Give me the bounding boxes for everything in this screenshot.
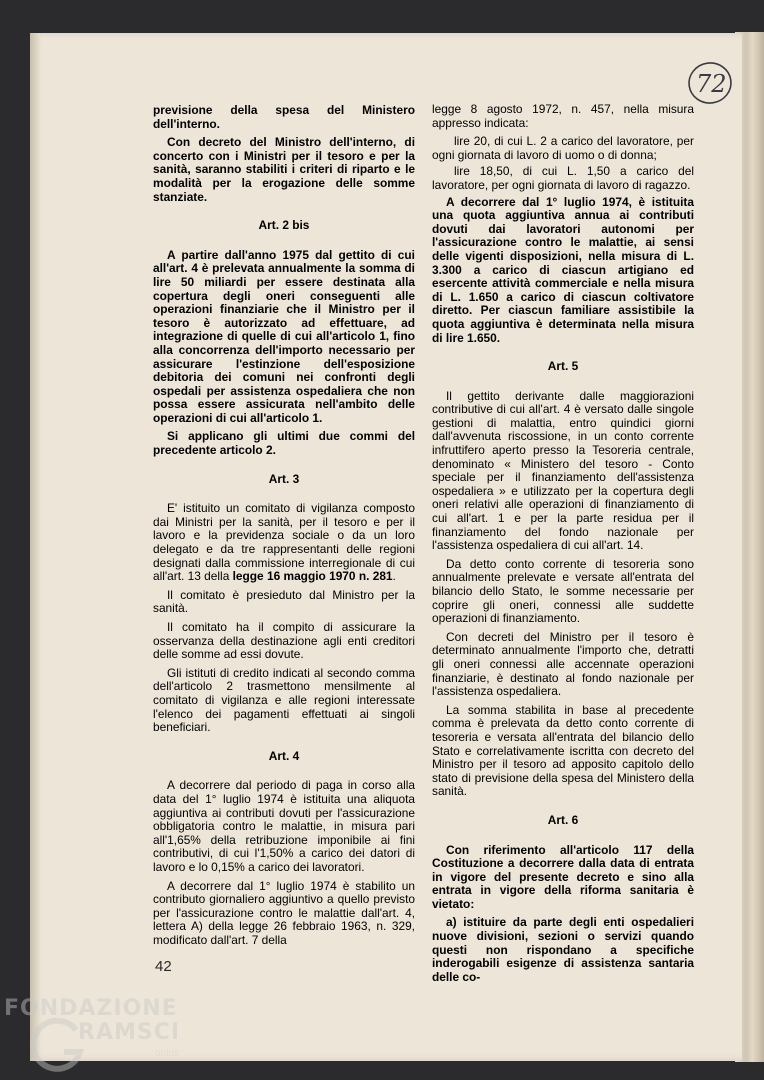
article-heading-6: Art. 6 (547, 812, 579, 827)
paragraph: Con decreto del Ministro dell'interno, di concerto con i Ministri per il tesoro e per la sanità, saranno stabiliti i criteri di riparto e le modalità per la erogazione delle somme stanziate. (153, 135, 415, 204)
page-gutter (30, 33, 40, 1061)
left-column (153, 104, 415, 952)
paragraph: A decorrere dal 1° luglio 1974, è istituita una quota aggiuntiva annua ai contributi dovuti dai lavoratori autonomi per l'assicurazione contro le malattie, ai sensi delle vigenti disposizioni, nella misura di L. 3.300 a carico di ciascun artigiano ed esercente attività commerciale e nella misura di L. 1.650 a carico di ciascun coltivatore diretto. Per ciascun familiare assistibile la quota aggiuntiva è determinata nella misura di lire 1.650. (432, 194, 694, 345)
right-column (432, 103, 694, 989)
paragraph: Gli istituti di credito indicati al secondo comma dell'articolo 2 trasmettono mensilmente al comitato di vigilanza e alle regioni interessate l'elenco dei pagamenti effettuati ai singoli beneficiari. (153, 665, 415, 735)
article-heading-2bis: Art. 2 bis (258, 218, 310, 233)
page-number: 42 (155, 958, 172, 975)
paragraph: A decorrere dal periodo di paga in corso alla data del 1° luglio 1974 è istituita una aliquota aggiuntiva ai contributi dovuti per l'assicurazione obbligatoria contro le malattie, in misura pari all'1,65% della retribuzione imponibile ai fini contributivi, di cui l'1,50% a carico dei datori di lavoro e lo 0,15% a carico dei lavoratori. (153, 778, 415, 874)
watermark-text: RAMSCI (78, 1020, 181, 1045)
paragraph: Si applicano gli ultimi due commi del precedente articolo 2. (153, 429, 415, 458)
paragraph: lire 20, di cui L. 2 a carico del lavoratore, per ogni giornata di lavoro di uomo o di donna; (432, 134, 694, 162)
watermark-text: onlus (155, 1048, 179, 1059)
paragraph: Con riferimento all'articolo 117 della Costituzione a decorrere dalla data di entrata in vigore del presente decreto e sino alla entrata in vigore della riforma sanitaria è vietato: (432, 842, 694, 911)
paragraph-text: E' istituito un comitato di vigilanza composto dai Ministri per la sanità, per il tesoro e per il lavoro e la previdenza sociale o da un loro delegato e da tre rappresentanti delle regioni designati dalla commissione interregionale di cui all'art. 13 della (153, 501, 415, 584)
paragraph-text: . (392, 569, 396, 584)
paragraph: Il comitato è presieduto dal Ministro per la sanità. (153, 587, 415, 616)
watermark-text: FONDAZIONE (4, 996, 178, 1021)
law-reference: legge 16 maggio 1970 n. 281 (232, 569, 393, 584)
paragraph: Il comitato ha il compito di assicurare la osservanza della destinazione agli enti creditori delle somme ad essi dovute. (153, 620, 415, 662)
paragraph: A partire dall'anno 1975 dal gettito di cui all'art. 4 è prelevata annualmente la somma di lire 50 miliardi per essere destinata alla copertura degli oneri conseguenti alle operazioni finanziarie che il Ministro per il tesoro è autorizzato ad effettuare, ad integrazione di quelle di cui all'articolo 1, fino alla concorrenza dell'importo necessario per assicurare l'estinzione dell'esposizione debitoria dei comuni nei confronti degli ospedali per assistenza ospedaliera che non possa essere assicurata nell'ambito delle operazioni di cui all'articolo 1. (153, 247, 415, 425)
paragraph (153, 502, 415, 584)
article-heading-3: Art. 3 (268, 471, 300, 486)
paragraph: La somma stabilita in base al precedente comma è prelevata da detto conto corrente di tesoreria e versata all'entrata del bilancio dello Stato e correlativamente iscritta con decreto del Ministro per il tesoro ad apposito capitolo dello stato di previsione della spesa del Ministero della sanità. (432, 702, 694, 799)
fondazione-gramsci-watermark (0, 994, 200, 1080)
paragraph: previsione della spesa del Ministero dell'interno. (153, 103, 415, 131)
paragraph: lire 18,50, di cui L. 1,50 a carico del lavoratore, per ogni giornata di lavoro di ragazzo. (432, 164, 694, 192)
paragraph: Il gettito derivante dalle maggiorazioni contributive di cui all'art. 4 è versato dalle singole gestioni di malattia, entro quindici giorni dall'avvenuta riscossione, in un conto corrente infruttifero aperto presso la Tesoreria centrale, denominato « Ministero del tesoro - Conto speciale per il finanziamento dell'assistenza ospedaliera » e utilizzato per la copertura degli oneri relativi alle operazioni di finanziamento di cui all'art. 1 e per la parte residua per il finanziamento del fondo nazionale per l'assistenza ospedaliera di cui all'art. 14. (432, 388, 694, 553)
article-heading-4: Art. 4 (268, 748, 300, 763)
paragraph: A decorrere dal 1° luglio 1974 è stabilito un contributo giornaliero aggiuntivo a quello previsto per l'assicurazione contro le malattie dall'art. 4, lettera A) della legge 26 febbraio 1963, n. 329, modificato dall'art. 7 della (153, 878, 415, 947)
handwritten-page-number-icon (686, 58, 734, 108)
paragraph: Da detto conto corrente di tesoreria sono annualmente prelevate e versate all'entrata del bilancio dello Stato, le somme necessarie per coprire gli oneri, connessi alle suddette operazioni di finanziamento. (432, 556, 694, 626)
paragraph: legge 8 agosto 1972, n. 457, nella misura appresso indicata: (432, 102, 694, 130)
paragraph: a) istituire da parte degli enti ospedalieri nuove divisioni, sezioni o servizi quando questi non rispondano a specifiche inderogabili esigenze di assistenza santaria delle co- (432, 915, 694, 984)
paragraph: Con decreti del Ministro per il tesoro è determinato annualmente l'importo che, detratti gli oneri connessi alle accennate operazioni finanziarie, è destinato al fondo nazionale per l'assistenza ospedaliera. (432, 629, 694, 699)
handwritten-annotation: 72 (696, 70, 727, 98)
article-heading-5: Art. 5 (547, 359, 579, 374)
